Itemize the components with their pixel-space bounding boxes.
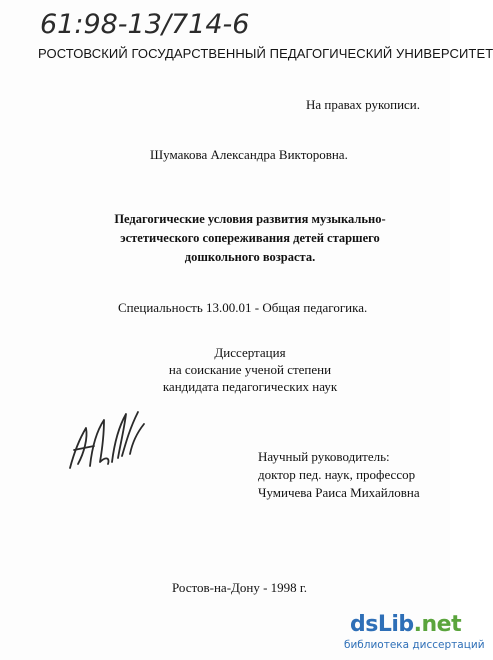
city-and-year: Ростов-на-Дону - 1998 г. xyxy=(172,580,308,595)
degree-statement xyxy=(150,344,350,395)
university-name: РОСТОВСКИЙ ГОСУДАРСТВЕННЫЙ ПЕДАГОГИЧЕСКИЙ УНИВЕРСИТЕТ xyxy=(38,46,493,61)
degree-line: Диссертация xyxy=(214,345,286,360)
degree-line: на соискание ученой степени xyxy=(168,362,332,377)
specialty-line: Специальность 13.00.01 - Общая педагогика. xyxy=(118,300,368,315)
title-line: эстетического сопереживания детей старшего xyxy=(120,231,380,245)
author-name: Шумакова Александра Викторовна. xyxy=(150,147,348,162)
degree-line: кандидата педагогических наук xyxy=(162,379,338,394)
manuscript-rights-note: На правах рукописи. xyxy=(306,97,420,112)
handwritten-archive-code xyxy=(38,6,328,40)
scientific-advisor xyxy=(258,448,420,502)
dslib-watermark xyxy=(344,612,485,658)
archive-code-text: 61:98-13/714-6 xyxy=(40,9,250,40)
title-line: Педагогические условия развития музыкально- xyxy=(114,212,386,226)
title-line: дошкольного возраста. xyxy=(184,250,316,264)
dissertation-title xyxy=(100,210,400,267)
handwritten-signature xyxy=(60,398,150,488)
dslib-logo: dsLib.net xyxy=(350,612,462,637)
advisor-line: Научный руководитель: xyxy=(258,449,390,464)
dslib-subtitle: библиотека диссертаций xyxy=(344,639,485,651)
advisor-line: Чумичева Раиса Михайловна xyxy=(258,485,420,500)
advisor-line: доктор пед. наук, профессор xyxy=(258,467,416,482)
